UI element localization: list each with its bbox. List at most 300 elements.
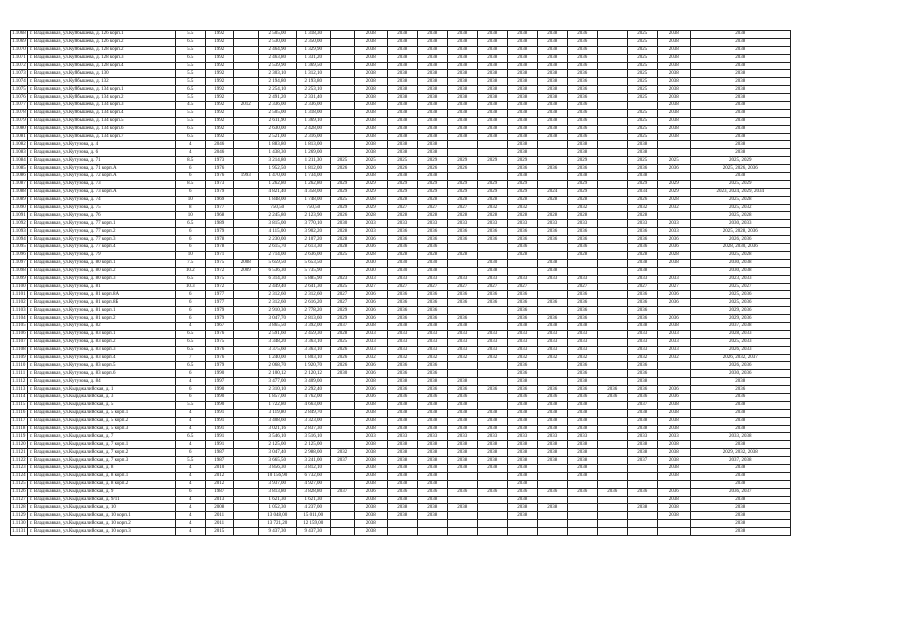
cell-area-total: 2 312,60	[258, 291, 296, 299]
cell-area-living: 1 369,10	[296, 117, 330, 125]
cell-num: 1.1119	[12, 433, 26, 439]
cell-area-total: 3 348,20	[258, 338, 296, 346]
cell-year-l: 2036	[657, 315, 690, 323]
cell-year-l: 2027	[657, 283, 690, 291]
cell-address: г. Владикавказ, ул.Кырджалийская, д. 8	[27, 464, 175, 472]
cell-year-c: 2029	[387, 188, 417, 196]
cell-year-j	[597, 196, 627, 204]
cell-floors: 6	[175, 449, 205, 457]
cell-year-m: 2038	[690, 62, 790, 70]
cell-year-l: 2028	[657, 196, 690, 204]
cell-year-f: 2038	[477, 86, 507, 94]
cell-area-total: 2 463,80	[258, 54, 296, 62]
cell-year-j	[597, 102, 627, 110]
cell-area-total: 5 659,50	[258, 259, 296, 267]
cell-year-recon	[233, 464, 258, 472]
cell-year-d: 2038	[417, 417, 447, 425]
cell-year-g: 2036	[507, 386, 537, 394]
cell-year-f	[477, 251, 507, 259]
cell-year-g: 2033	[507, 220, 537, 228]
table-row	[11, 196, 791, 204]
cell-year-l: 2036	[657, 386, 690, 394]
cell-year-e: 2038	[447, 102, 477, 110]
cell-year-e: 2038	[447, 46, 477, 54]
cell-area-total: 3 813,80	[258, 488, 296, 496]
cell-year-b: 2036	[354, 307, 387, 315]
cell-num: 1.1069	[12, 39, 26, 45]
cell-year-k: 2036	[627, 370, 657, 378]
cell-year-g: 2029	[507, 157, 537, 165]
cell-year-m: 2030, 2036	[690, 370, 790, 378]
cell-year-b: 2029	[354, 180, 387, 188]
cell-year-d: 2038	[417, 464, 447, 472]
cell-year-a	[330, 504, 354, 512]
cell-area-living: 1 621,30	[296, 496, 330, 504]
cell-year-l	[657, 212, 690, 220]
cell-year-recon	[233, 244, 258, 252]
cell-num: 1.1102	[12, 299, 26, 305]
cell-area-living: 1 369,50	[296, 62, 330, 70]
cell-year-m: 2025, 2036	[690, 291, 790, 299]
cell-address: г. Владикавказ, ул.Кутузова, д. 81 корп.8Б	[27, 299, 175, 307]
cell-year-recon	[233, 496, 258, 504]
cell-address: г. Владикавказ, ул.Кырджалийская, д. 5 корп.3	[27, 425, 175, 433]
cell-address: г. Владикавказ, ул.Кутузова, д. 77 корп.2	[27, 228, 175, 236]
cell-year-l: 2038	[657, 401, 690, 409]
cell-year-k: 2036	[627, 299, 657, 307]
cell-year-h: 2032	[537, 354, 567, 362]
cell-year-j	[597, 520, 627, 528]
cell-year-built: 2046	[205, 141, 233, 149]
cell-year-m: 2036	[690, 393, 790, 401]
cell-year-i	[567, 512, 597, 520]
table-row	[11, 449, 791, 457]
cell-num: 1.1117	[12, 418, 26, 424]
cell-num: 1.1070	[12, 47, 26, 53]
cell-num: 1.1074	[12, 78, 26, 84]
cell-num: 1.1068	[12, 31, 26, 37]
cell-year-recon	[233, 78, 258, 86]
cell-address: г. Владикавказ, ул.Куйбышева, д. 128 корп.4	[27, 62, 175, 70]
cell-floors: 8.5	[175, 157, 205, 165]
cell-year-e: 2038	[447, 401, 477, 409]
cell-year-k: 2029	[627, 180, 657, 188]
cell-year-f	[477, 165, 507, 173]
cell-year-i: 2038	[567, 401, 597, 409]
cell-year-h: 2024	[537, 188, 567, 196]
cell-area-total: 3 815,00	[258, 220, 296, 228]
cell-address: г. Владикавказ, ул.Кутузова, д. 83 корп.4	[27, 354, 175, 362]
cell-year-k: 2028	[627, 251, 657, 259]
cell-area-living: 6 732,60	[296, 472, 330, 480]
cell-year-h: 2038	[537, 322, 567, 330]
cell-year-f: 2038	[477, 70, 507, 78]
cell-year-e: 2028	[447, 212, 477, 220]
cell-year-m: 2025, 2028	[690, 212, 790, 220]
cell-area-living: 2 336,00	[296, 102, 330, 110]
cell-year-i: 2036	[567, 109, 597, 117]
cell-floors: 5.5	[175, 401, 205, 409]
cell-area-total: 2 539,90	[258, 62, 296, 70]
cell-year-k	[627, 512, 657, 520]
cell-year-d: 2038	[417, 441, 447, 449]
cell-year-k: 2036	[627, 244, 657, 252]
cell-year-j	[597, 315, 627, 323]
cell-year-h	[537, 307, 567, 315]
cell-year-l	[657, 378, 690, 386]
cell-year-k: 2038	[627, 425, 657, 433]
cell-year-a	[330, 528, 354, 536]
cell-year-g: 2038	[507, 378, 537, 386]
cell-year-h: 2038	[537, 133, 567, 141]
cell-area-living: 4 358,00	[296, 188, 330, 196]
cell-year-c: 2038	[387, 425, 417, 433]
cell-year-c: 2038	[387, 109, 417, 117]
cell-year-recon	[233, 283, 258, 291]
cell-year-built: 1992	[205, 102, 233, 110]
cell-year-g: 2038	[507, 38, 537, 46]
cell-year-a	[330, 133, 354, 141]
cell-year-b: 2030	[354, 259, 387, 267]
cell-num: 1.1076	[12, 94, 26, 100]
cell-year-c: 2033	[387, 275, 417, 283]
cell-area-living: 1 812,00	[296, 165, 330, 173]
cell-year-a	[330, 401, 354, 409]
cell-year-built: 1987	[205, 457, 233, 465]
cell-year-recon	[233, 322, 258, 330]
table-row	[11, 488, 791, 496]
cell-year-d: 2038	[417, 94, 447, 102]
cell-year-k: 2036	[627, 228, 657, 236]
cell-year-f: 2036	[477, 236, 507, 244]
cell-year-a: 2028	[330, 228, 354, 236]
cell-year-b: 2036	[354, 370, 387, 378]
cell-area-total: 2 194,80	[258, 78, 296, 86]
cell-year-m: 2038	[690, 94, 790, 102]
cell-year-b: 2032	[354, 354, 387, 362]
cell-year-m: 2038	[690, 86, 790, 94]
cell-year-g: 2038	[507, 464, 537, 472]
cell-year-c: 2036	[387, 299, 417, 307]
cell-year-b: 2033	[354, 346, 387, 354]
cell-year-g: 2038	[507, 322, 537, 330]
cell-year-i: 2033	[567, 338, 597, 346]
cell-year-c: 2036	[387, 370, 417, 378]
cell-year-f: 2028	[477, 212, 507, 220]
cell-year-m: 2037, 2038	[690, 322, 790, 330]
cell-area-living: 3 363,10	[296, 338, 330, 346]
cell-year-e	[447, 244, 477, 252]
cell-year-f: 2038	[477, 78, 507, 86]
cell-floors: 7.5	[175, 259, 205, 267]
cell-year-l: 2038	[657, 259, 690, 267]
cell-area-living: 2 253,10	[296, 86, 330, 94]
cell-year-h: 2033	[537, 433, 567, 441]
cell-year-e	[447, 528, 477, 536]
cell-year-e: 2036	[447, 291, 477, 299]
cell-year-a: 2037	[330, 488, 354, 496]
cell-year-h: 2038	[537, 94, 567, 102]
cell-address: г. Владикавказ, ул.Куйбышева, д. 134 корп.6	[27, 125, 175, 133]
cell-year-d: 2036	[417, 228, 447, 236]
cell-year-a	[330, 62, 354, 70]
cell-year-f: 2038	[477, 464, 507, 472]
cell-year-m: 2025, 2026, 2036	[690, 165, 790, 173]
cell-year-recon	[233, 86, 258, 94]
cell-area-living: 1 269,00	[296, 149, 330, 157]
cell-year-b: 2029	[354, 188, 387, 196]
cell-year-b: 2038	[354, 496, 387, 504]
cell-year-i: 2033	[567, 220, 597, 228]
cell-year-built: 2011	[205, 512, 233, 520]
cell-year-e: 2038	[447, 38, 477, 46]
cell-year-i	[567, 480, 597, 488]
cell-area-living: 1 211,30	[296, 157, 330, 165]
cell-year-built: 1973	[205, 157, 233, 165]
cell-year-built: 1975	[205, 338, 233, 346]
cell-year-built: 1979	[205, 315, 233, 323]
cell-year-j	[597, 504, 627, 512]
cell-year-m: 2025, 2029	[690, 180, 790, 188]
cell-year-a: 2028	[330, 244, 354, 252]
cell-floors: 4	[175, 322, 205, 330]
cell-year-g: 2033	[507, 338, 537, 346]
cell-year-j	[597, 70, 627, 78]
cell-year-j	[597, 86, 627, 94]
cell-year-f: 2033	[477, 346, 507, 354]
cell-year-k: 2038	[627, 417, 657, 425]
cell-year-e: 2029	[447, 188, 477, 196]
cell-year-h: 2036	[537, 386, 567, 394]
cell-year-f: 2038	[477, 94, 507, 102]
cell-year-a	[330, 94, 354, 102]
cell-floors: 4	[175, 480, 205, 488]
cell-year-j	[597, 204, 627, 212]
cell-year-k: 2025	[627, 86, 657, 94]
cell-year-c: 2038	[387, 512, 417, 520]
cell-year-k: 2036	[627, 165, 657, 173]
cell-year-m: 2038	[690, 504, 790, 512]
cell-area-total: 2 611,90	[258, 117, 296, 125]
cell-year-built: 1968	[205, 212, 233, 220]
cell-year-h	[537, 173, 567, 181]
cell-year-f: 2038	[477, 125, 507, 133]
cell-area-living: 2 107,20	[296, 236, 330, 244]
cell-year-b: 2036	[354, 362, 387, 370]
cell-year-recon	[233, 330, 258, 338]
cell-year-g: 2036	[507, 299, 537, 307]
cell-year-i: 2036	[567, 362, 597, 370]
cell-year-h	[537, 180, 567, 188]
cell-year-c: 2038	[387, 117, 417, 125]
table-row	[11, 291, 791, 299]
cell-year-e: 2026	[447, 165, 477, 173]
cell-address: г. Владикавказ, ул.Куйбышева, д. 134 корп.1	[27, 86, 175, 94]
cell-floors: 4	[175, 441, 205, 449]
cell-year-m: 2030, 2033	[690, 220, 790, 228]
cell-floors: 4	[175, 149, 205, 157]
cell-year-m: 2030, 2038	[690, 267, 790, 275]
cell-year-i: 2038	[567, 322, 597, 330]
cell-area-living: 5 885,90	[296, 275, 330, 283]
cell-year-j	[597, 378, 627, 386]
cell-year-c: 2036	[387, 307, 417, 315]
cell-year-i: 2036	[567, 62, 597, 70]
cell-year-built: 1990	[205, 386, 233, 394]
cell-address: г. Владикавказ, ул.Куйбышева, д. 134 корп.2	[27, 94, 175, 102]
cell-area-total: 1 438,30	[258, 149, 296, 157]
cell-year-e: 2038	[447, 441, 477, 449]
table-row	[11, 141, 791, 149]
cell-year-built: 2010	[205, 464, 233, 472]
cell-year-f	[477, 480, 507, 488]
cell-year-m: 2038	[690, 133, 790, 141]
cell-year-a: 2030	[330, 370, 354, 378]
cell-year-l: 2038	[657, 94, 690, 102]
cell-year-k: 2037	[627, 457, 657, 465]
cell-area-total: 4 115,00	[258, 228, 296, 236]
cell-floors: 8.5	[175, 180, 205, 188]
cell-year-e: 2033	[447, 346, 477, 354]
cell-year-k: 2038	[627, 322, 657, 330]
cell-year-c: 2038	[387, 54, 417, 62]
cell-area-total: 1 952,50	[258, 165, 296, 173]
cell-year-e: 2036	[447, 386, 477, 394]
cell-num: 1.1093	[12, 228, 26, 234]
cell-year-k	[627, 496, 657, 504]
cell-year-recon	[233, 472, 258, 480]
cell-year-m: 2029, 2036	[690, 315, 790, 323]
cell-year-a: 2037	[330, 322, 354, 330]
cell-year-c: 2033	[387, 338, 417, 346]
cell-year-built: 1992	[205, 133, 233, 141]
cell-year-h: 2038	[537, 441, 567, 449]
cell-year-b: 2038	[354, 449, 387, 457]
cell-num: 1.1081	[12, 134, 26, 140]
cell-year-c: 2036	[387, 291, 417, 299]
cell-num: 1.1103	[12, 307, 26, 313]
cell-year-i: 2038	[567, 417, 597, 425]
cell-year-m: 2038	[690, 528, 790, 536]
cell-year-c: 2038	[387, 504, 417, 512]
cell-year-b: 2036	[354, 244, 387, 252]
cell-year-built: 1992	[205, 109, 233, 117]
cell-year-h	[537, 472, 567, 480]
cell-year-a	[330, 31, 354, 39]
cell-area-living: 3 902,20	[296, 228, 330, 236]
cell-year-recon	[233, 299, 258, 307]
table-row	[11, 212, 791, 220]
table-row	[11, 338, 791, 346]
cell-year-m: 2038	[690, 109, 790, 117]
cell-year-recon	[233, 512, 258, 520]
cell-year-i: 2036	[567, 307, 597, 315]
cell-num: 1.1112	[12, 378, 26, 384]
cell-year-f: 2033	[477, 220, 507, 228]
cell-year-recon	[233, 204, 258, 212]
cell-year-recon	[233, 307, 258, 315]
cell-year-l: 2038	[657, 457, 690, 465]
cell-year-i: 2038	[567, 441, 597, 449]
cell-year-l: 2032	[657, 204, 690, 212]
cell-area-living: 2 837,30	[296, 425, 330, 433]
cell-area-living: 2 613,30	[296, 244, 330, 252]
cell-year-j	[597, 512, 627, 520]
cell-year-a	[330, 393, 354, 401]
cell-year-g: 2036	[507, 244, 537, 252]
cell-year-recon	[233, 275, 258, 283]
cell-year-k: 2025	[627, 94, 657, 102]
cell-address: г. Владикавказ, ул.Кутузова, д. 77 корп.1	[27, 220, 175, 228]
table-row	[11, 362, 791, 370]
cell-year-f	[477, 472, 507, 480]
cell-year-g: 2038	[507, 417, 537, 425]
cell-year-g: 2029	[507, 180, 537, 188]
cell-year-b: 2038	[354, 38, 387, 46]
table-row	[11, 46, 791, 54]
cell-year-g: 2038	[507, 401, 537, 409]
cell-year-built: 1969	[205, 196, 233, 204]
cell-year-i: 2036	[567, 117, 597, 125]
cell-year-m: 2038	[690, 102, 790, 110]
cell-year-m: 2038	[690, 125, 790, 133]
cell-year-e: 2038	[447, 94, 477, 102]
cell-year-f	[477, 528, 507, 536]
cell-area-total: 3 408,60	[258, 417, 296, 425]
cell-year-a	[330, 464, 354, 472]
cell-year-k: 2032	[627, 354, 657, 362]
cell-year-m: 2038	[690, 70, 790, 78]
cell-year-e	[447, 267, 477, 275]
cell-year-j	[597, 244, 627, 252]
cell-year-i: 2028	[567, 251, 597, 259]
cell-year-f: 2038	[477, 31, 507, 39]
table-row	[11, 117, 791, 125]
table-row	[11, 275, 791, 283]
cell-year-k: 2033	[627, 275, 657, 283]
cell-area-living: 2 312,60	[296, 291, 330, 299]
table-row	[11, 70, 791, 78]
cell-year-h	[537, 480, 567, 488]
cell-address: г. Владикавказ, ул.Кырджалийская, д. 9/11	[27, 496, 175, 504]
cell-year-d	[417, 520, 447, 528]
cell-year-i: 2036	[567, 70, 597, 78]
cell-area-total: 2 125,00	[258, 441, 296, 449]
cell-year-f: 2033	[477, 338, 507, 346]
cell-year-a	[330, 141, 354, 149]
cell-year-l: 2038	[657, 496, 690, 504]
cell-num: 1.1079	[12, 118, 26, 124]
cell-year-j	[597, 251, 627, 259]
cell-year-i: 2033	[567, 275, 597, 283]
cell-year-d: 2027	[417, 283, 447, 291]
cell-num: 1.1111	[11, 370, 28, 378]
cell-year-h	[537, 528, 567, 536]
cell-year-c	[387, 520, 417, 528]
cell-year-m: 2029, 2032, 2038	[690, 449, 790, 457]
table-row	[11, 259, 791, 267]
cell-area-total: 2 910,30	[258, 307, 296, 315]
cell-year-c: 2038	[387, 441, 417, 449]
cell-year-d: 2036	[417, 291, 447, 299]
cell-year-a: 2023	[330, 275, 354, 283]
cell-num: 1.1085	[12, 165, 26, 171]
cell-year-g: 2036	[507, 228, 537, 236]
cell-year-e: 2038	[447, 504, 477, 512]
cell-year-i: 2036	[567, 315, 597, 323]
cell-year-recon	[233, 38, 258, 46]
cell-year-c: 2033	[387, 346, 417, 354]
